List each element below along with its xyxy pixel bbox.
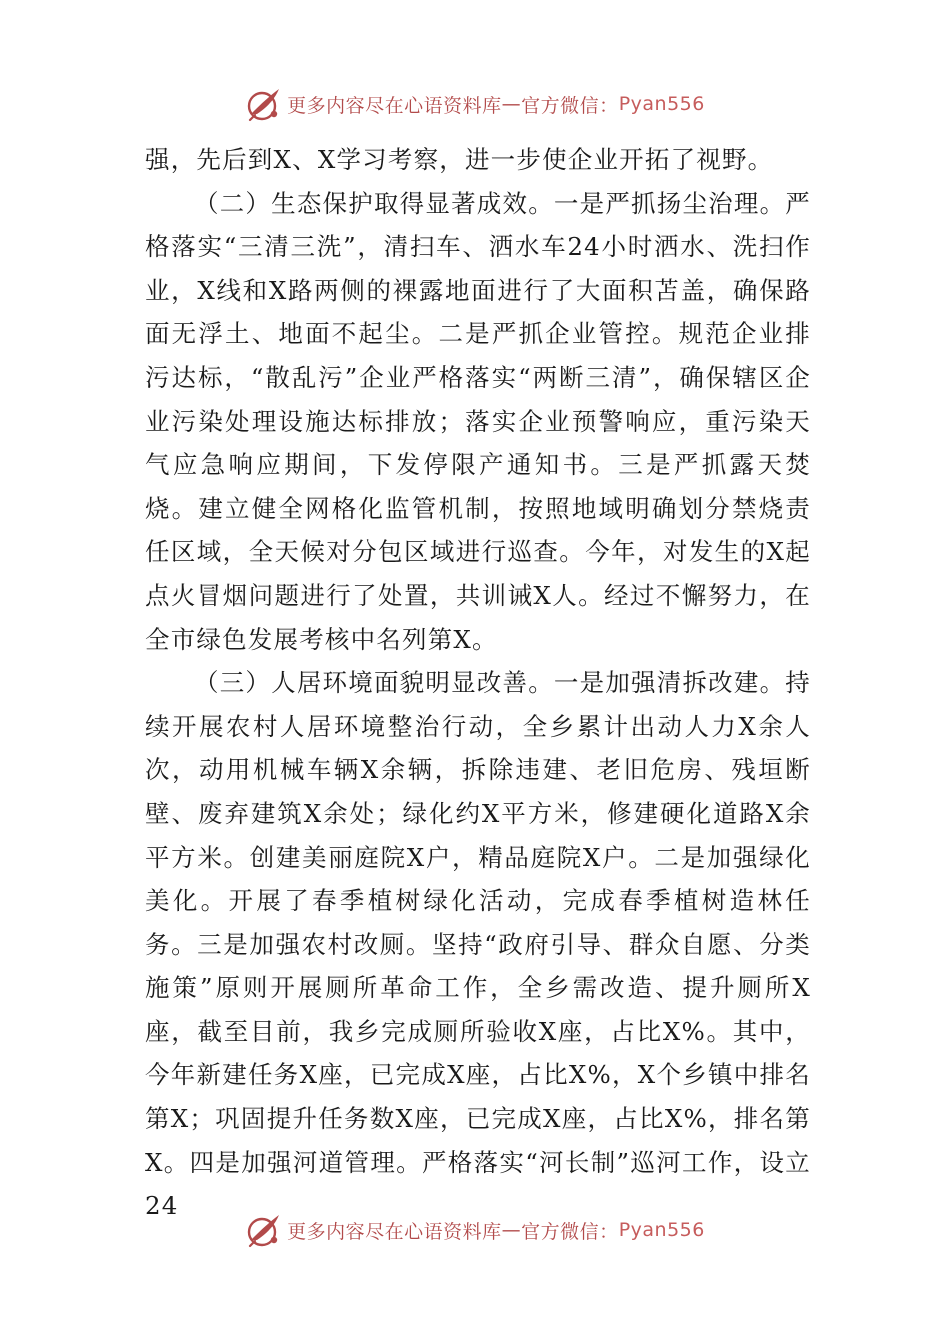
footer-watermark bbox=[0, 1210, 950, 1250]
header-watermark bbox=[0, 84, 950, 124]
document-body bbox=[145, 138, 811, 1228]
watermark-title: 更多内容尽在心语资料库 bbox=[287, 1220, 502, 1243]
watermark-code: Pyan556 bbox=[618, 93, 705, 115]
paragraph-continuation: 强，先后到X、X学习考察，进一步使企业开拓了视野。 bbox=[145, 145, 774, 174]
watermark-code: Pyan556 bbox=[618, 1219, 705, 1241]
watermark-dash: — bbox=[501, 93, 522, 115]
paragraph-ecology: （二）生态保护取得显著成效。一是严抓扬尘治理。严格落实“三清三洗”，清扫车、洒水车24小时洒水、洗扫作业，X线和X路两侧的裸露地面进行了大面积苫盖，确保路面无浮土、地面不起尘。二是严抓企业管控。规范企业排污达标，“散乱污”企业严格落实“两断三清”，确保辖区企业污染处理设施达标排放；落实企业预警响应，重污染天气应急响应期间，下发停限产通知书。三是严抓露天焚烧。建立健全网格化监管机制，按照地域明确划分禁烧责任区域，全天候对分包区域进行巡查。今年，对发生的X起点火冒烟问题进行了处置，共训诫X人。经过不懈努力，在全市绿色发展考核中名列第X。 bbox=[145, 188, 811, 654]
watermark-suffix: 官方微信： bbox=[521, 1220, 619, 1243]
quill-logo-icon bbox=[245, 84, 285, 124]
watermark-suffix: 官方微信： bbox=[521, 94, 619, 117]
watermark-dash: — bbox=[501, 1219, 522, 1241]
paragraph-living-environment: （三）人居环境面貌明显改善。一是加强清拆改建。持续开展农村人居环境整治行动，全乡累计出动人力X余人次，动用机械车辆X余辆，拆除违建、老旧危房、残垣断壁、废弃建筑X余处；绿化约X平方米，修建硬化道路X余平方米。创建美丽庭院X户，精品庭院X户。二是加强绿化美化。开展了春季植树绿化活动，完成春季植树造林任务。三是加强农村改厕。坚持“政府引导、群众自愿、分类施策”原则开展厕所革命工作，全乡需改造、提升厕所X座，截至目前，我乡完成厕所验收X座，占比X%。其中，今年新建任务X座，已完成X座，占比X%，X个乡镇中排名第X；巩固提升任务数X座，已完成X座，占比X%，排名第X。四是加强河道管理。严格落实“河长制”巡河工作，设立24 bbox=[145, 668, 811, 1221]
watermark-title: 更多内容尽在心语资料库 bbox=[287, 94, 502, 117]
quill-logo-icon bbox=[245, 1210, 285, 1250]
